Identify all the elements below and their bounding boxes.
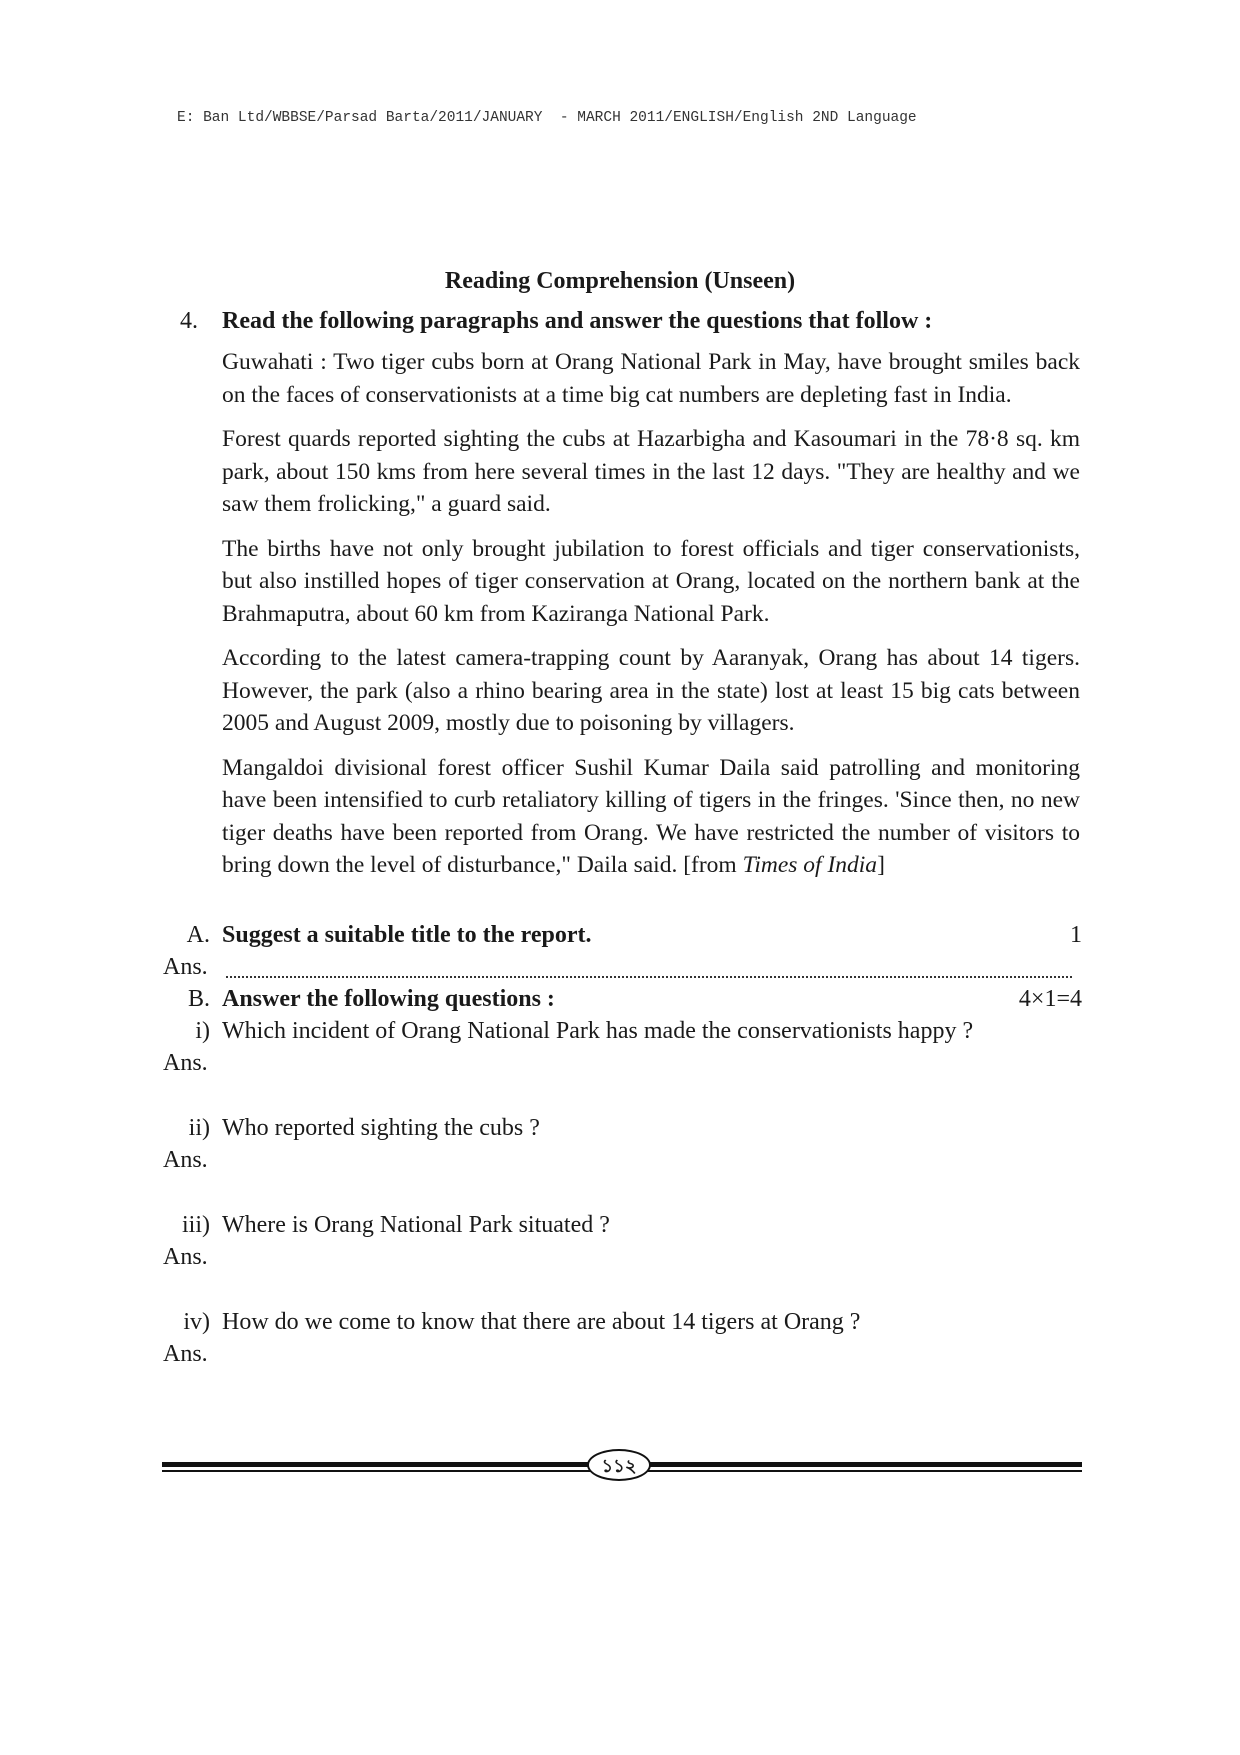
part-b-instruction: Answer the following questions : bbox=[222, 986, 555, 1012]
reading-passage bbox=[222, 346, 1080, 894]
sub-question-row bbox=[160, 1212, 1082, 1244]
passage-last-text: Mangaldoi divisional forest officer Sushil Kumar Daila said patrolling and monitoring have been intensified to curb retaliatory killing of tigers in the fringes. 'Since then, no new tiger deaths have been reported from Orang. We have restricted the number of visitors to bring down the level of disturbance," Daila said. [from bbox=[222, 754, 1080, 878]
page-number: ১১২ bbox=[587, 1449, 651, 1481]
sub-question-text: Who reported sighting the cubs ? bbox=[222, 1115, 540, 1141]
part-b-label: B. bbox=[187, 986, 210, 1012]
question-heading: Read the following paragraphs and answer the questions that follow : bbox=[222, 308, 933, 334]
sub-question-row bbox=[160, 1018, 1082, 1050]
sub-question-label: iv) bbox=[183, 1309, 210, 1335]
question-number: 4. bbox=[180, 308, 198, 334]
sub-question-label: i) bbox=[195, 1018, 210, 1044]
sub-question-text: How do we come to know that there are about 14 tigers at Orang ? bbox=[222, 1309, 861, 1335]
sub-question-text: Which incident of Orang National Park has made the conservationists happy ? bbox=[222, 1018, 974, 1044]
file-path-header: E: Ban Ltd/WBBSE/Parsad Barta/2011/JANUARY - MARCH 2011/ENGLISH/English 2ND Language bbox=[177, 110, 917, 126]
part-a-label: A. bbox=[186, 922, 210, 948]
page-footer bbox=[162, 1448, 1082, 1484]
passage-paragraph: The births have not only brought jubilation to forest officials and tiger conservationists, but also instilled hopes of tiger conservation at Orang, located on the northern bank at the Brahmaputra, about 60 km from Kaziranga National Park. bbox=[222, 535, 1080, 627]
answer-label: Ans. bbox=[163, 1050, 208, 1076]
answer-row bbox=[160, 1244, 1082, 1276]
answer-label: Ans. bbox=[163, 1244, 208, 1270]
answer-row bbox=[160, 1147, 1082, 1179]
passage-source: Times of India bbox=[742, 852, 878, 878]
answer-row bbox=[160, 1050, 1082, 1082]
answer-dotted-line[interactable] bbox=[226, 964, 1072, 978]
passage-paragraph: Guwahati : Two tiger cubs born at Orang National Park in May, have brought smiles back on the faces of conservationists at a time big cat numbers are depleting fast in India. bbox=[222, 349, 1080, 408]
passage-paragraph: Forest quards reported sighting the cubs at Hazarbigha and Kasoumari in the 78·8 sq. km park, about 150 kms from here several times in the last 12 days. "They are healthy and we saw them frolicking," a guard said. bbox=[222, 426, 1080, 517]
part-b-row bbox=[160, 986, 1082, 1018]
passage-paragraph: According to the latest camera-trapping count by Aaranyak, Orang has about 14 tigers. However, the park (also a rhino bearing area in the state) lost at least 15 big cats between 2005 and August 2009, mostly due to poisoning by villagers. bbox=[222, 645, 1080, 736]
part-a-row bbox=[160, 922, 1082, 954]
sub-question-label: ii) bbox=[188, 1115, 210, 1141]
part-a-answer-row bbox=[160, 954, 1082, 986]
section-title: Reading Comprehension (Unseen) bbox=[444, 268, 796, 294]
answer-label: Ans. bbox=[163, 1147, 208, 1173]
answer-label: Ans. bbox=[163, 954, 208, 980]
sub-question-row bbox=[160, 1309, 1082, 1341]
sub-question-row bbox=[160, 1115, 1082, 1147]
sub-question-text: Where is Orang National Park situated ? bbox=[222, 1212, 610, 1238]
passage-paragraph-last bbox=[222, 752, 1080, 882]
passage-source-close: ] bbox=[877, 852, 885, 878]
sub-question-label: iii) bbox=[182, 1212, 210, 1238]
answer-row bbox=[160, 1341, 1082, 1373]
part-a-question: Suggest a suitable title to the report. bbox=[222, 922, 592, 948]
answer-label: Ans. bbox=[163, 1341, 208, 1367]
part-a-marks: 1 bbox=[1070, 922, 1082, 948]
part-b-marks: 4×1=4 bbox=[1018, 986, 1082, 1012]
